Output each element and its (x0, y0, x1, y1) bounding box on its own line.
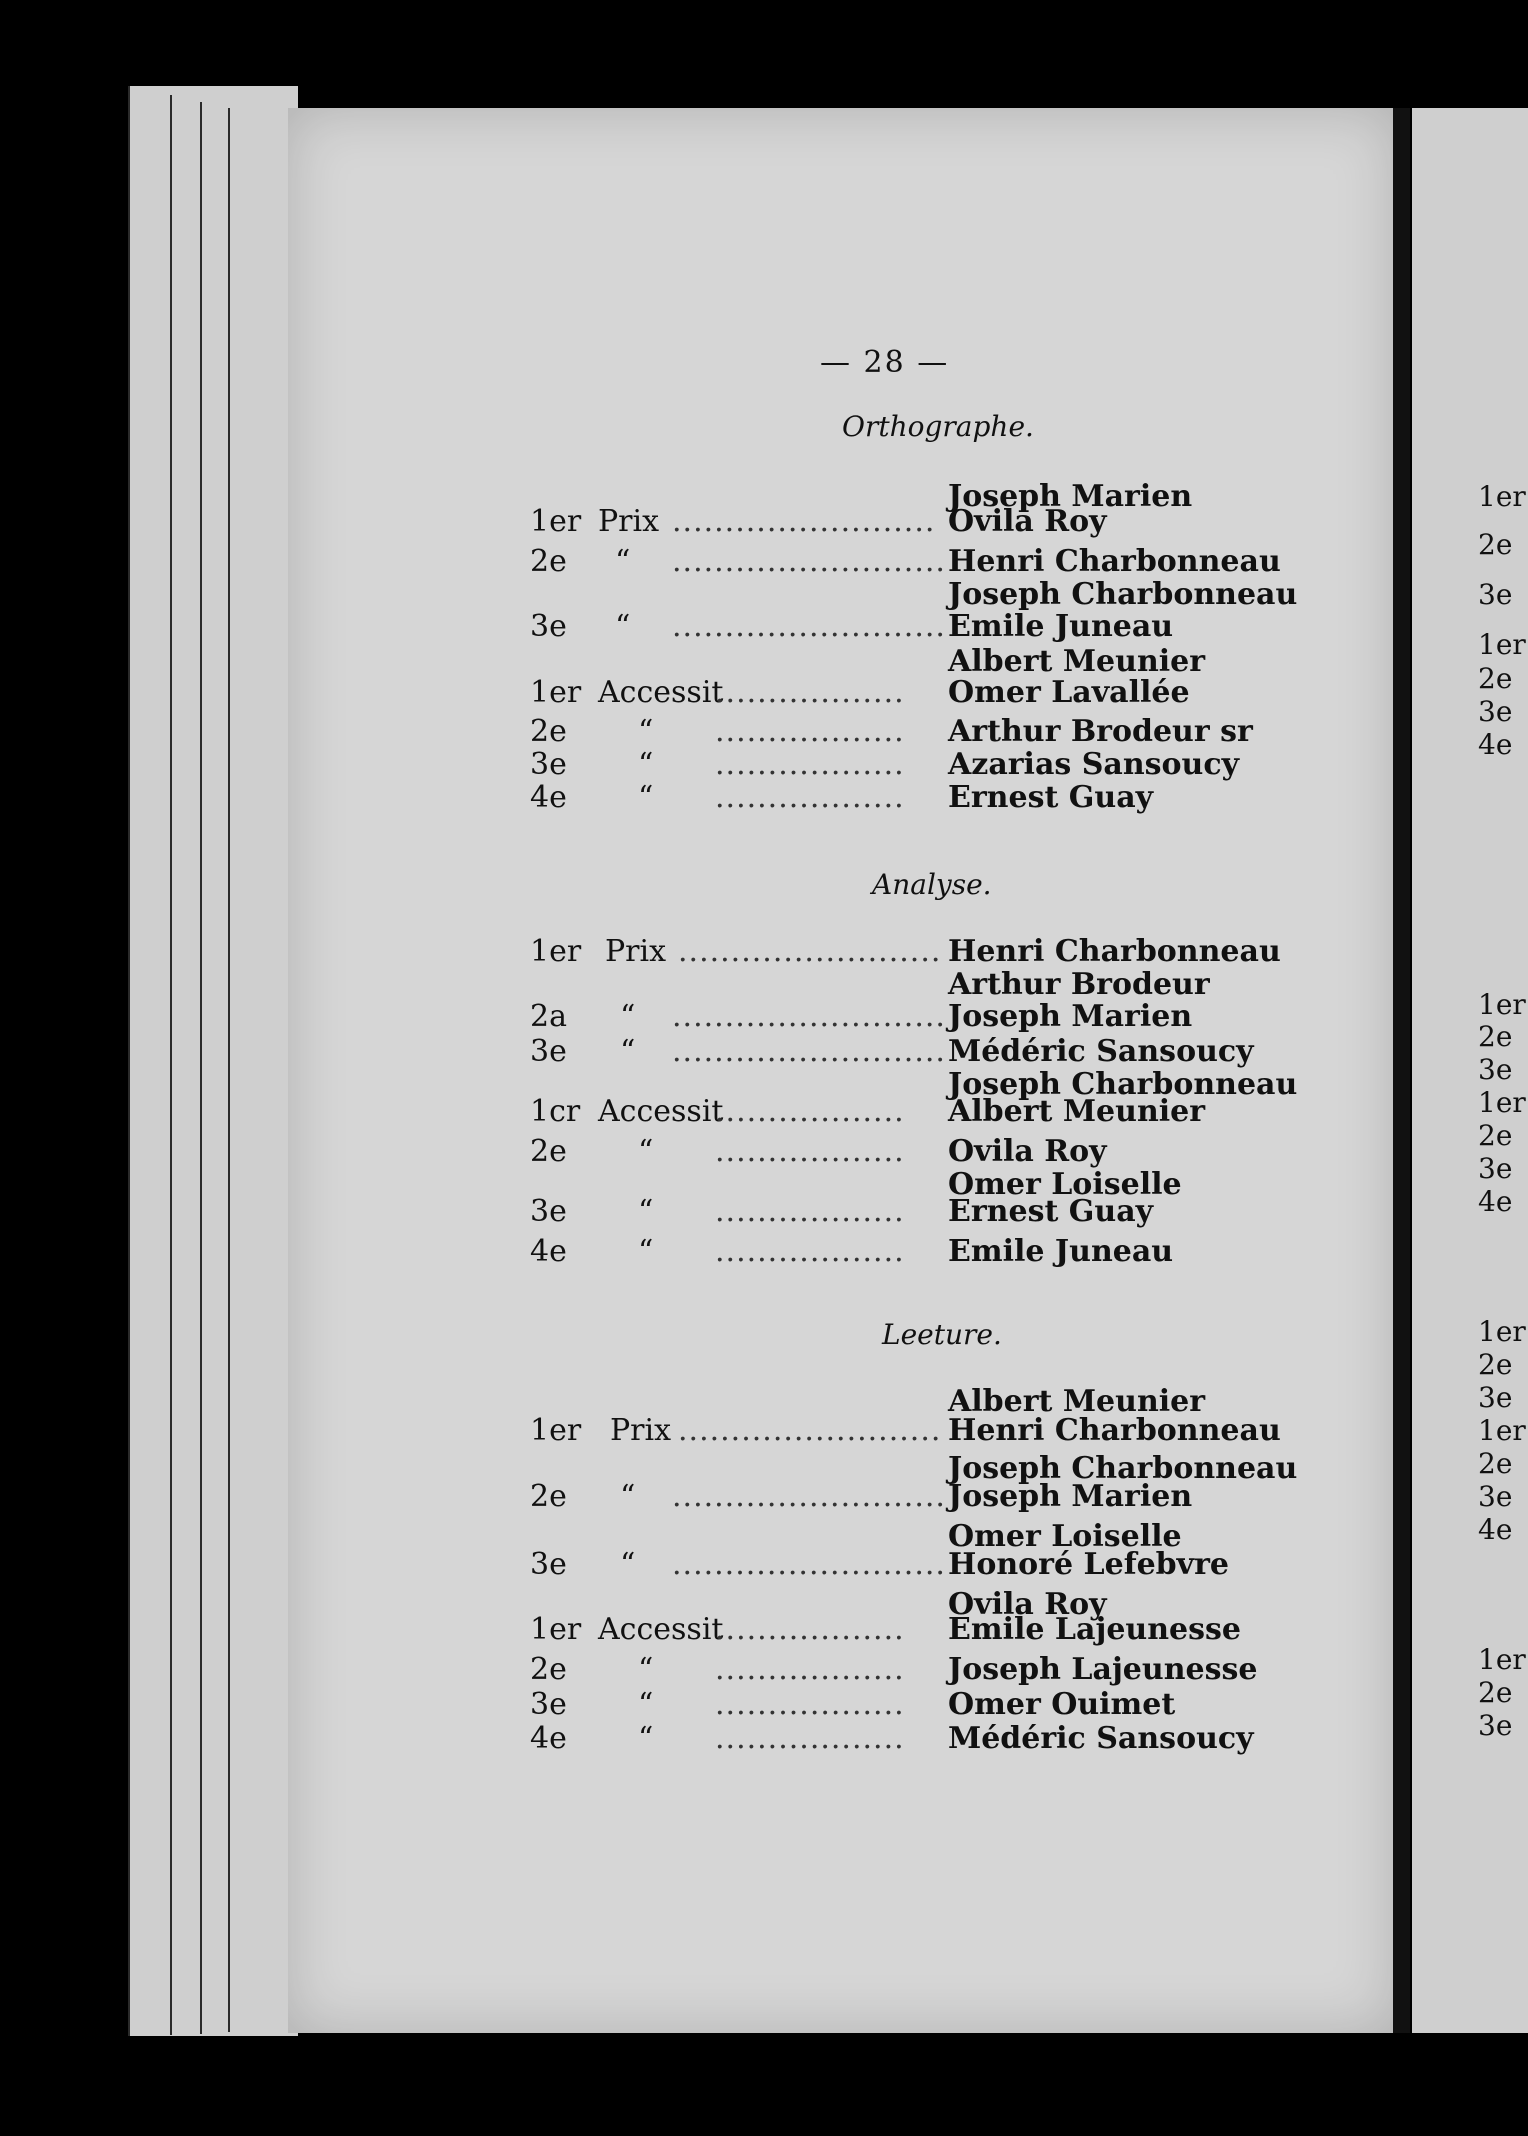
award-row: 1cr Accessit .................. Albert Meunier (530, 1094, 1206, 1129)
award-row: 2e “ .......................... Henri Charbonneau (530, 544, 1281, 579)
award-row: 3e “ .......................... Médéric Sansoucy (530, 1034, 1254, 1069)
section-title-leeture: Leeture. (882, 1318, 1002, 1351)
right-page-rank: 1er (1478, 480, 1526, 513)
right-page-rank: 2e (1478, 1119, 1513, 1152)
right-page-rank: 4e (1478, 1185, 1513, 1218)
right-page-rank: 2e (1478, 662, 1513, 695)
right-page-rank: 3e (1478, 695, 1513, 728)
right-page-rank: 3e (1478, 1480, 1513, 1513)
right-page-rank: 1er (1478, 628, 1526, 661)
award-row: Joseph Charbonneau (948, 1451, 1298, 1486)
right-page-rank: 3e (1478, 1053, 1513, 1086)
section-title-orthographe: Orthographe. (842, 410, 1034, 443)
award-row: 3e “ .......................... Emile Juneau (530, 609, 1174, 644)
award-row: 1er Prix ......................... Henri Charbonneau (530, 1413, 1281, 1448)
award-row: 2e “ .................. Joseph Lajeunesse (530, 1652, 1258, 1687)
right-page-rank: 2e (1478, 1676, 1513, 1709)
right-page-rank: 1er (1478, 1086, 1526, 1119)
award-row: 2e “ .................. Ovila Roy (530, 1134, 1107, 1169)
award-row: 3e “ .......................... Honoré Lefebvre (530, 1547, 1229, 1582)
award-row: 2e “ .................. Arthur Brodeur sr (530, 714, 1253, 749)
award-row: 2e “ .......................... Joseph Marien (530, 1479, 1193, 1514)
award-row: 4e “ .................. Médéric Sansoucy (530, 1721, 1254, 1756)
award-row: 1er Accessit .................. Omer Lavallée (530, 675, 1190, 710)
right-page-rank: 2e (1478, 528, 1513, 561)
award-row: 1er Prix ......................... Ovila Roy (530, 504, 1107, 539)
right-page-rank: 4e (1478, 728, 1513, 761)
award-row: Omer Loiselle (948, 1167, 1182, 1202)
award-row: Omer Loiselle (948, 1519, 1182, 1554)
award-row: Joseph Charbonneau (948, 1067, 1298, 1102)
award-row: Ovila Roy (948, 1587, 1107, 1622)
right-page-rank: 1er (1478, 1414, 1526, 1447)
right-page-rank: 1er (1478, 1643, 1526, 1676)
section-title-analyse: Analyse. (872, 868, 992, 901)
award-row: 3e “ .................. Azarias Sansoucy (530, 747, 1240, 782)
right-page-rank: 2e (1478, 1020, 1513, 1053)
right-page-rank: 3e (1478, 1381, 1513, 1414)
right-page-rank: 4e (1478, 1513, 1513, 1546)
award-row: Albert Meunier (948, 644, 1206, 679)
right-page-rank: 2e (1478, 1447, 1513, 1480)
right-page-rank: 3e (1478, 1709, 1513, 1742)
right-page-rank: 1er (1478, 1315, 1526, 1348)
right-page-rank: 1er (1478, 988, 1526, 1021)
award-row: Arthur Brodeur (948, 967, 1210, 1002)
award-row: 2a “ .......................... Joseph Marien (530, 999, 1193, 1034)
award-row: 1er Accessit .................. Emile Lajeunesse (530, 1612, 1241, 1647)
page-number: — 28 — (820, 345, 950, 380)
award-row: 4e “ .................. Ernest Guay (530, 780, 1154, 815)
award-row: Albert Meunier (948, 1384, 1206, 1419)
right-page-rank: 3e (1478, 578, 1513, 611)
book-spine (1393, 108, 1410, 2033)
award-row: 3e “ .................. Omer Ouimet (530, 1687, 1176, 1722)
award-row: 1er Prix ......................... Henri Charbonneau (530, 934, 1281, 969)
award-row: Joseph Marien (948, 479, 1193, 514)
right-page-rank: 3e (1478, 1152, 1513, 1185)
award-row: 3e “ .................. Ernest Guay (530, 1194, 1154, 1229)
right-page-rank: 2e (1478, 1348, 1513, 1381)
award-row: 4e “ .................. Emile Juneau (530, 1234, 1174, 1269)
award-row: Joseph Charbonneau (948, 577, 1298, 612)
